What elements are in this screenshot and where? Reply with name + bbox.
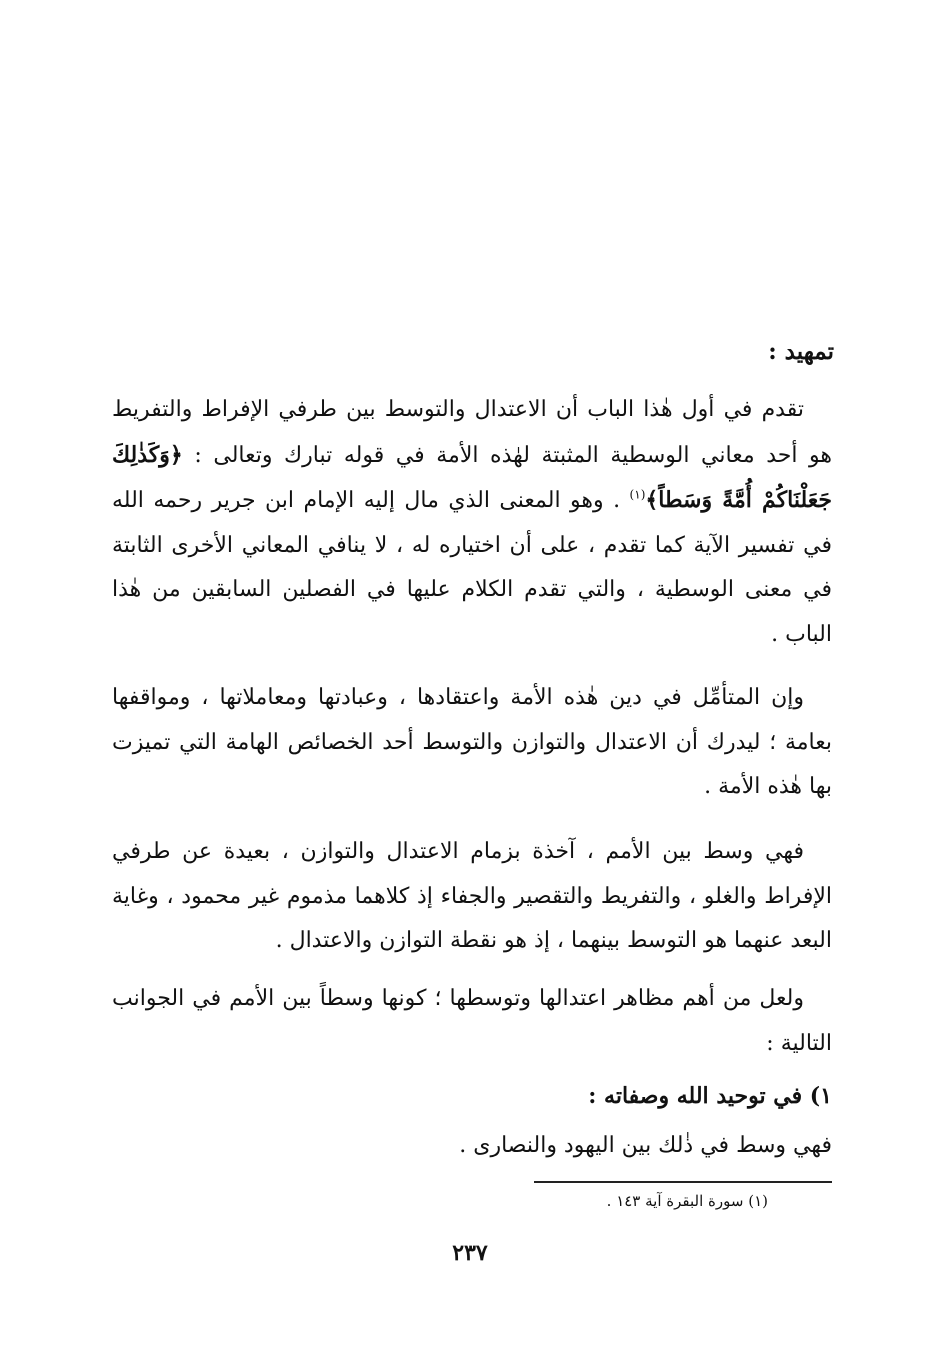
footnote-divider (534, 1181, 832, 1183)
paragraph-2: وإن المتأمِّل في دين هٰذه الأمة واعتقادها ، وعبادتها ومعاملاتها ، ومواقفها بعامة ؛ ليدرك أن الاعتدال والتوازن والتوسط أحد الخصائص الهامة التي تميزت بها هٰذه الأمة . (112, 685, 832, 799)
footnote: (١) سورة البقرة آية ١٤٣ . (606, 1192, 768, 1210)
footnote-marker[interactable]: (١) (629, 487, 646, 502)
paragraph-3: فهي وسط بين الأمم ، آخذة بزمام الاعتدال والتوازن ، بعيدة عن طرفي الإفراط والغلو ، والتفريط والتقصير والجفاء إذ كلاهما مذموم غير محمود ، وغاية البعد عنهما هو التوسط بينهما ، إذ هو نقطة التوازن والاعتدال . (112, 839, 832, 953)
paragraph-1-rest: . وهو المعنى الذي مال إليه الإمام ابن جرير رحمه الله في تفسير الآية كما تقدم ، على أن اختياره له ، لا ينافي المعاني الأخرى الثابتة في معنى الوسطية ، والتي تقدم الكلام عليها في الفصلين السابقين من هٰذا الباب . (112, 488, 832, 647)
quran-verse: ﴿وَكَذٰلِكَ جَعَلْنَاكُمْ أُمَّةً وَسَطاً﴾ (112, 441, 832, 513)
paragraph-1 (112, 388, 832, 657)
subsection-text: فهي وسط في ذٰلك بين اليهود والنصارى . (459, 1133, 832, 1158)
section-heading: تمهيد : (768, 338, 834, 365)
paragraph-1-intro: تقدم في أول هٰذا الباب أن الاعتدال والتوسط بين طرفي الإفراط والتفريط هو أحد معاني الوسطية المثبتة لهٰذه الأمة في قوله تبارك وتعالى : (112, 397, 832, 468)
subsection-title: ١) في توحيد الله وصفاته : (588, 1083, 832, 1109)
paragraph-4: ولعل من أهم مظاهر اعتدالها وتوسطها ؛ كونها وسطاً بين الأمم في الجوانب التالية : (112, 986, 832, 1056)
page-number: ٢٣٧ (452, 1240, 488, 1266)
